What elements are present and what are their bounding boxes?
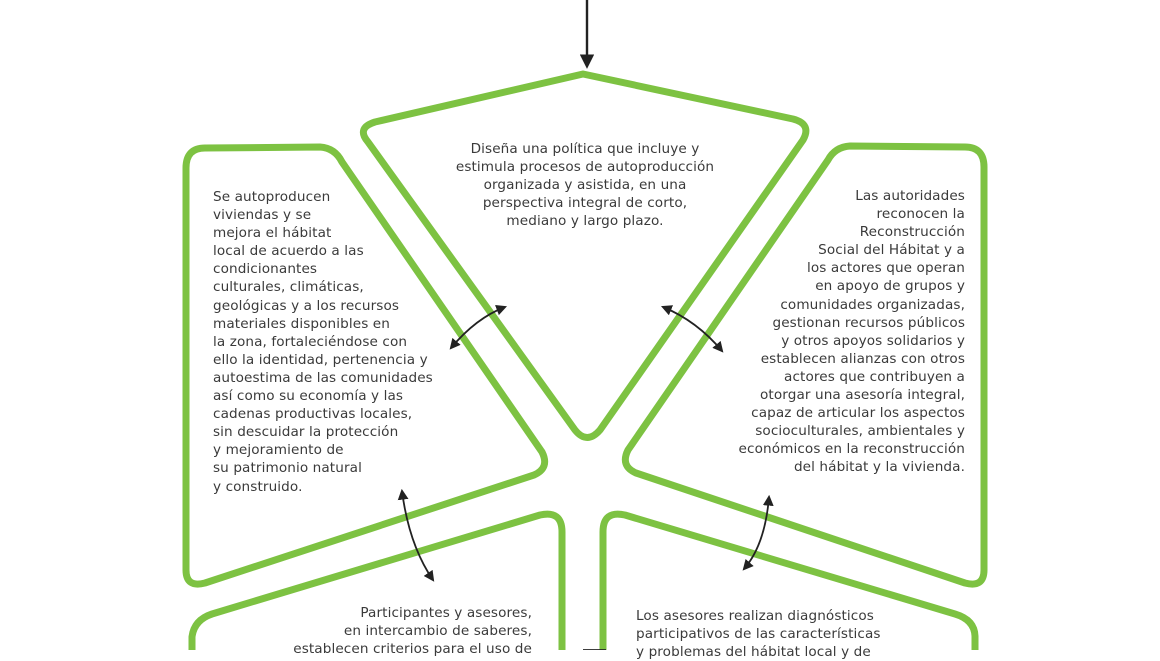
node-top-text: Diseña una política que incluye y estimula procesos de autoproducción organizada y asistida, en una perspectiva integral de corto, mediano y largo plazo. bbox=[455, 141, 715, 230]
node-left-text: Se autoproducen viviendas y se mejora el hábitat local de acuerdo a las condicionantes culturales, climáticas, geológicas y a los recursos materiales disponibles en la zona, fortaleciéndose con ello la identidad, pertenencia y autoestima de las comunidades así como su economía y las cadenas productivas locales, sin descuidar la protección y mejoramiento de su patrimonio natural y construido. bbox=[213, 189, 433, 495]
node-bottom-left-text: Participantes y asesores, en intercambio de saberes, establecen criterios para el uso de bbox=[293, 605, 532, 658]
connector-left-bottom bbox=[402, 491, 433, 580]
node-bottom-right-text: Los asesores realizan diagnósticos participativos de las características y problemas del hábitat local y de bbox=[636, 608, 881, 661]
node-right-text: Las autoridades reconocen la Reconstrucción Social del Hábitat y a los actores que operan en apoyo de grupos y comunidades organizadas, gestionan recursos públicos y otros apoyos solidarios y establecen alianzas con otros actores que contribuyen a otorgar una asesoría integral, capaz de articular los aspectos socioculturales, ambientales y económicos en la reconstrucción del hábitat y la vivienda. bbox=[738, 188, 965, 476]
